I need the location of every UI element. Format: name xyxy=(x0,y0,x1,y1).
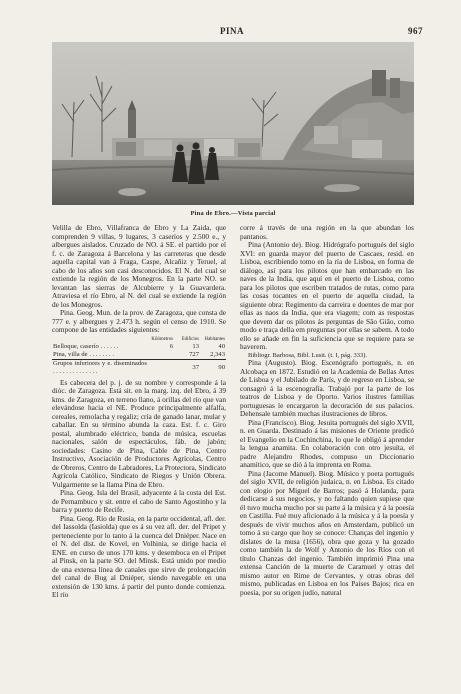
town-photograph xyxy=(52,42,414,205)
column-header: Habitantes xyxy=(204,336,225,342)
table-row: Grupos inferiores y e. diseminados . . . . . . . . . . . . . . 37 90 xyxy=(53,359,225,375)
table-row: Pina, villa de . . . . . . . . 727 2,343 xyxy=(53,350,225,358)
table-row: Belloque, caserío . . . . . . 6 13 40 xyxy=(53,342,225,350)
paragraph: Velilla de Ebro, Villafranca de Ebro y La Zaida, que comprenden 9 villas, 9 lugares, 3 caseríos y 2.500 e., y albergues aislados. Cruzado de NO. á SE. el partido por el f. c. de Zaragoza á Barcelona y las carreteras que desde aquella capital van á Fraga, Caspe, Alcañiz y Teruel, al cabo de los años son casi desconocidos. El N. del cual se extiende la región de los Monegros. En la parte NO. se levantan las sierras de Alcubierre y la Guavardera. Atraviesa el río Ebro, al N. del cual se extiende la región de los Monegros. xyxy=(52,224,226,309)
paragraph: Pina. Geog. Isla del Brasil, adyacente á la costa del Est. de Pernambuco y sit. entre el cabo de Santo Agostinho y la barra y puerto de Recife. xyxy=(52,488,226,514)
paragraph: corre á través de una región en la que abundan los pantanos. xyxy=(240,224,414,241)
paragraph: Es cabecera del p. j. de su nombre y corresponde á la dióc. de Zaragoza. Está sit. en la marg. izq. del Ebro, á 39 kms. de Zaragoza, en terreno llano, á orillas del río que van elevándose hacia el NE. Produce principalmente alfalfa, cereales, remolacha y regaliz; cría de ganado lanar, mular y caballar. En su término abunda la caza. Est. f. c. Giro postal, alumbrado eléctrico, banda de música, escuelas nacionales, salón de espectáculos, fáb. de jabón; sociedades: Casino de Pina, Cable de Pina, Centro Instructivo, Asociación de Productores Agrícolas, Centro de Obreros, Centro de Labradores, La Protectora, Sindicato Agrícola Católico, Sindicato de Riegos y Unión Obrera. Vulgarmente se la llama Pina de Ebro. xyxy=(52,377,226,489)
paragraph: Pina (Antonio de). Biog. Hidrógrafo portugués del siglo XVI: en guarda mayor del puerto de Cascaes, resid. en Lisboa, escribiendo tomo en la ría de Lisboa, en forma de diálogo, así para los pilotos que han embarcado en las naves de la India, que aquí en el puerto de Lisboa, como para los pilotos que escriben tratados de rutas, como para las cosas tocantes en el puerto de aquella ciudad, la siguiente obra: Regimento da carreira e doentes de mar por ellas as naos da India, que era viagem; com as respostas que devem dar os pilotos ás perguntas de São Gião, como modo e traça della em preguntas por ellas se sabem. A todo ello se añade en fin la suficiencia que se requiere para se haverem. xyxy=(240,240,414,351)
right-column xyxy=(240,224,414,669)
town-photograph-drawing xyxy=(52,42,414,205)
photo-caption: Pina de Ebro.—Vista parcial xyxy=(190,210,276,217)
column-header: Kilómetros xyxy=(151,336,173,342)
paragraph: Pina (Francisco). Biog. Jesuita portugués del siglo XVII, n. en Guarda. Destinado á las misiones de Oriente predicó el Evangelio en la Cochinchina, lo que le obligó á aprender la lengua anamita. En colaboración con otro jesuíta, el padre Alejandro Rhodes, compuso un Diccionario anamítico, que se dió á la imprenta en Roma. xyxy=(240,417,414,470)
page-title: PINA xyxy=(220,26,244,36)
paragraph: Pina (Jacome Manuel). Biog. Músico y poeta portugués del siglo XVII, de religión judaica, n. en Lisboa. Es citado con elogio por Miguel de Barros; pasó á Holanda, para dedicarse á sus negocios, y no faltando quien supiese que él tuvo mucha mucho por su parte á la música y á la poesía en Castilla. Fué muy aficionado á la música y á la poesía y después de vivir muchos años en Amsterdam, publicó un tomo á su cargo que hoy se conoce: Chanças del ingenio y dislates de la musa (1656), obra que goza y ha gozado como también la de Wolf y Antonio de los Ríos con el título Chanzas del ingenio. También imprimió Pina una extensa Canción de la muerte de Caramuel y otras del mismo autor en Rime de Cervantes, y otras obras del mismo, publicadas en Lisboa en los Países Bajos; rica en poesía, por su origen judío, natural xyxy=(240,468,414,597)
page-number: 967 xyxy=(408,26,423,36)
bibliography-note: Bibliogr. Barbosa, Bibl. Lusit. (t. I, pág. 333). xyxy=(248,351,367,359)
column-header: Edificios xyxy=(181,336,199,342)
paragraph: Pina. Geog. Río de Rusia, en la parte occidental, afl. der. del Iassolda (Iasiolda) que es á su vez afl. der. del Pripet y perteneciente por lo tanto á la cuenca del Dniéper. Nace en el N. del dist. de Kovel, en Volhinia, se dirige hacia el ENE. en curso de unos 170 kms. y desemboca en el Pripet al Pinsk, en la parte SO. del Minsk. Está unido por medio de una extensa línea de canales que sirve de prolongación del canal de Bug al Dniéper, siendo navegable en una extensión de 130 kms. á partir del punto donde comienza. El río xyxy=(52,513,226,599)
left-column xyxy=(52,224,226,669)
population-table xyxy=(52,337,226,376)
running-header xyxy=(52,26,423,38)
paragraph: Pina (Augusto). Biog. Escenógrafo portugués, n. en Alcobaça en 1872. Estudió en la Academia de Bellas Artes de Lisboa y el Jubilado de París, y de regreso en Lisboa, se consagró á la escenografía. Trabajó por la parte de los teatros de Lisboa y de Oporto. Varios ilustres familias portuguesas le encargaron la decoración de sus palacios. Dehensale también muchas ilustraciones de libros. xyxy=(240,358,414,419)
paragraph: Pina. Geog. Mun. de la prov. de Zaragoza, que consta de 777 e. y albergues y 2.473 h. según el censo de 1910. Se compone de las entidades siguientes: xyxy=(52,308,226,334)
